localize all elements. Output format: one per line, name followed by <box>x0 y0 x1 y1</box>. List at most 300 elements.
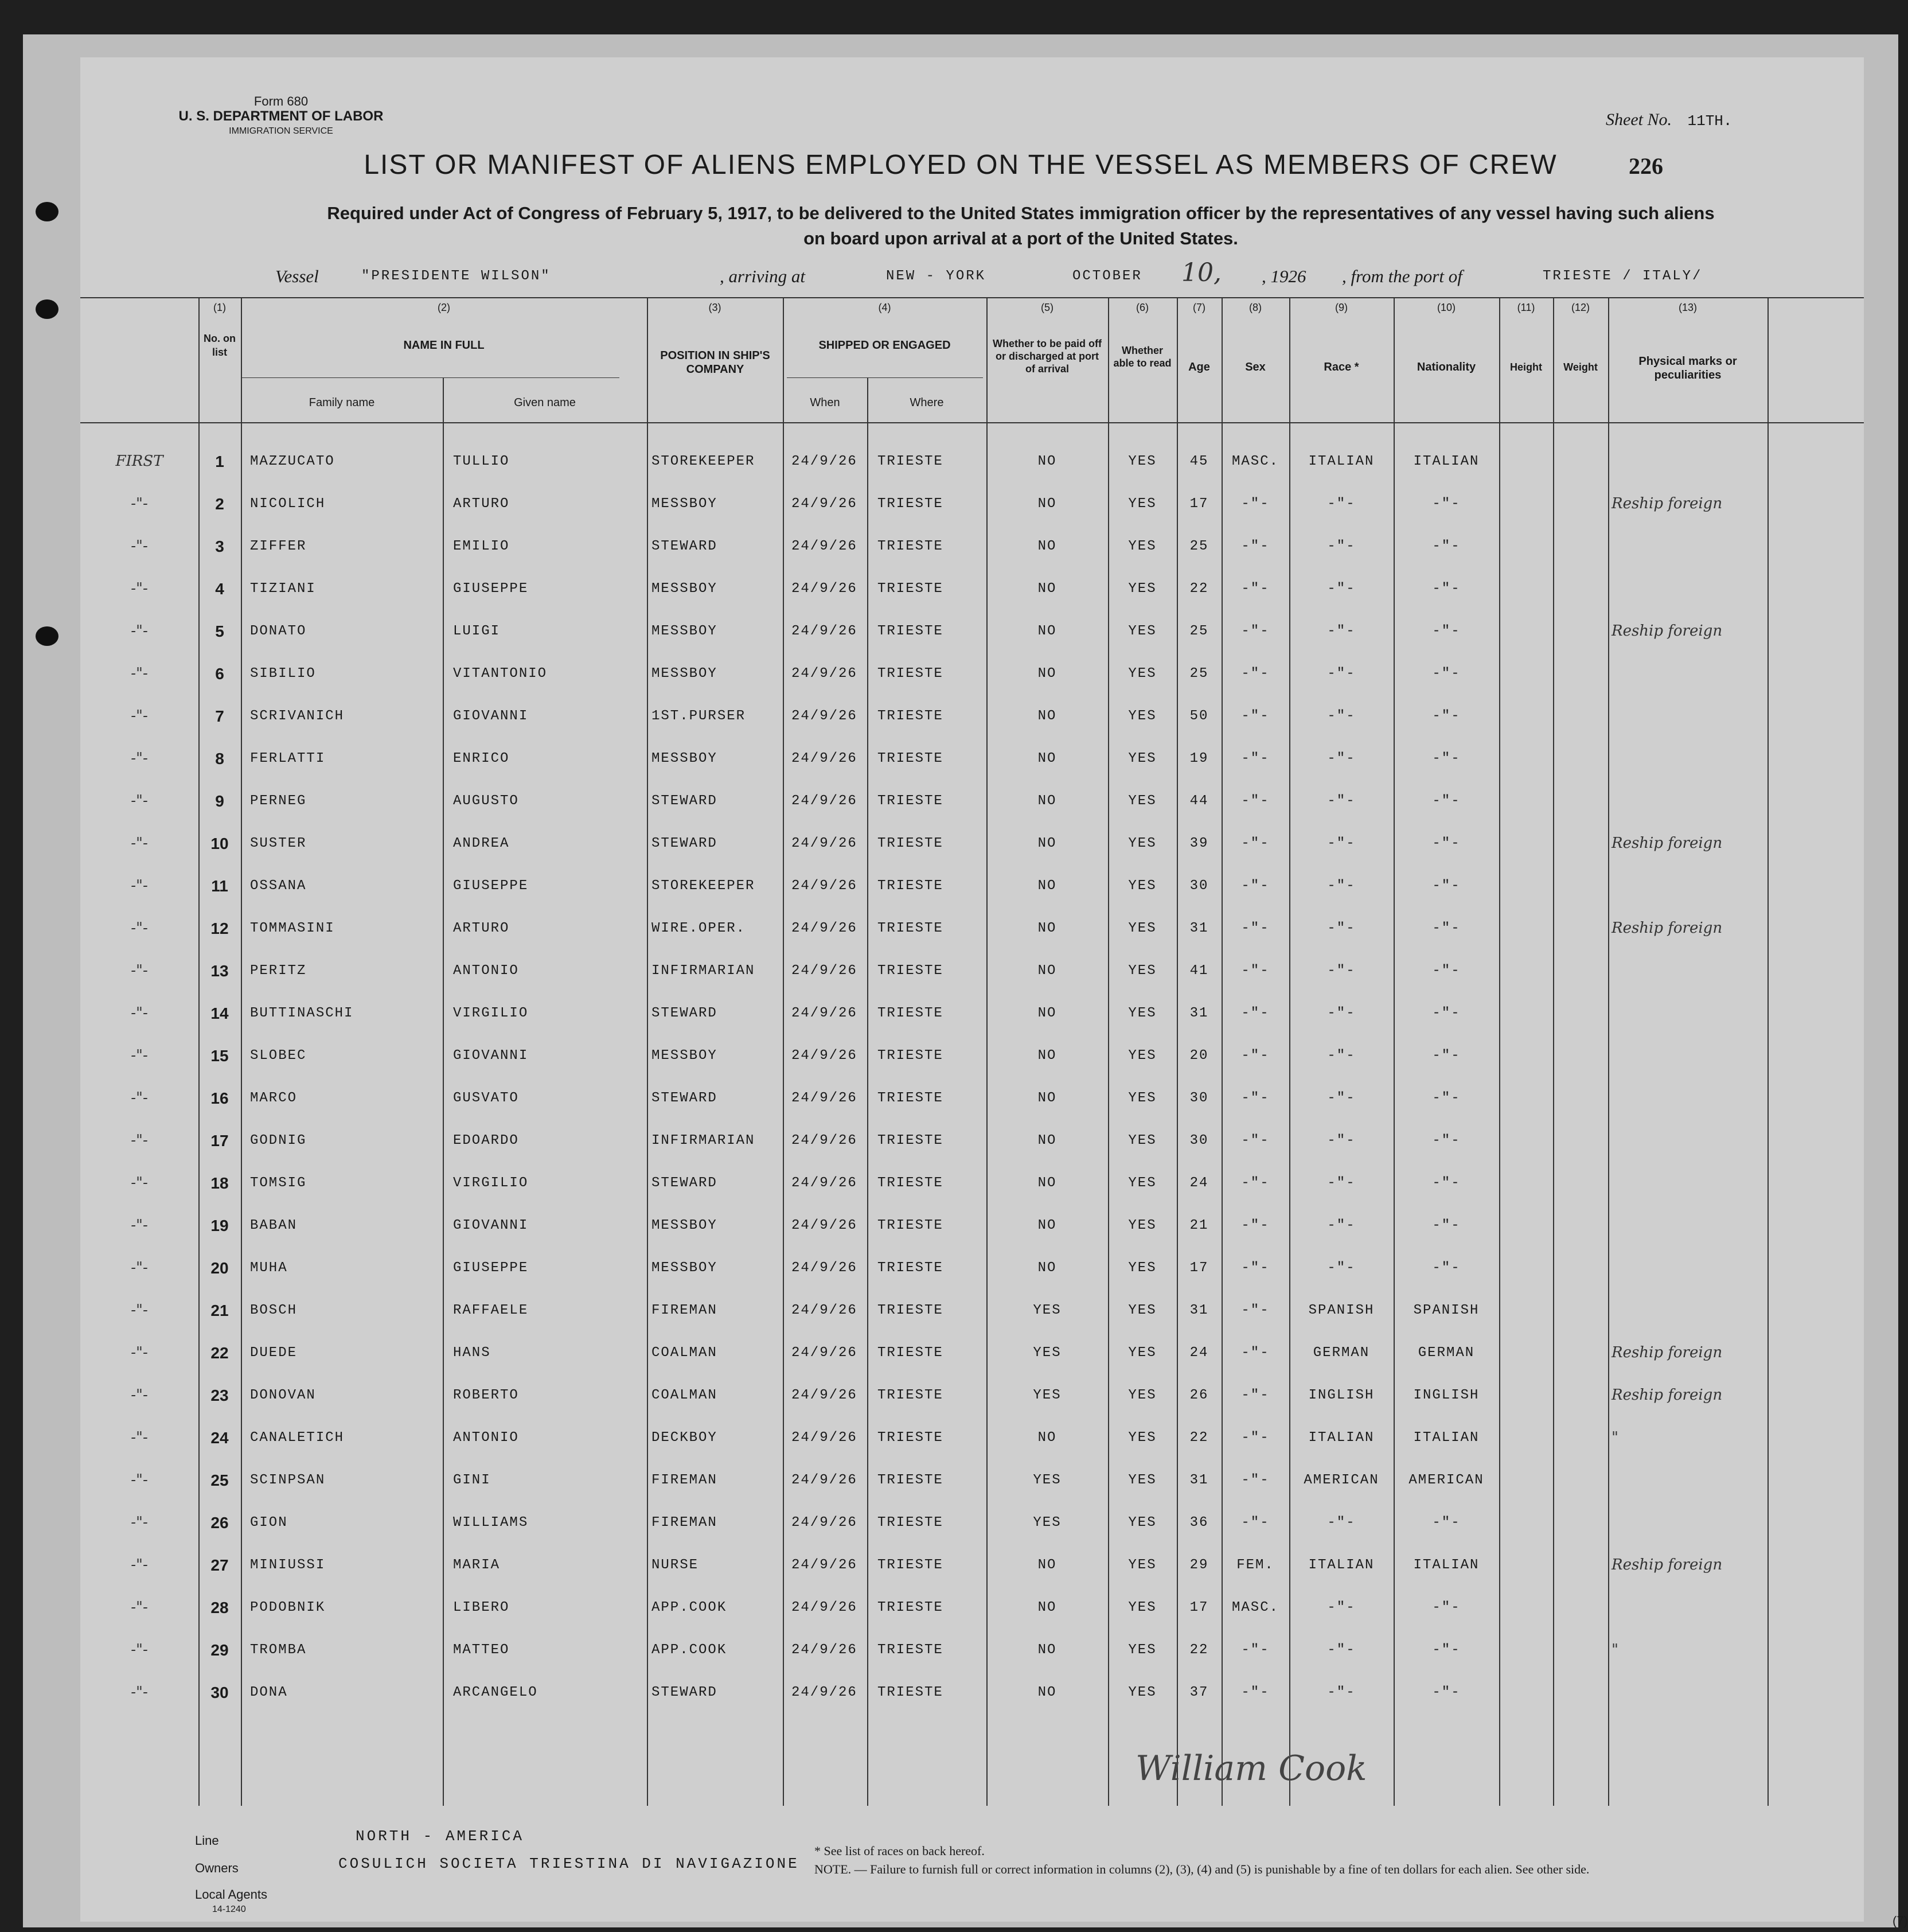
arrival-year: , 1926 <box>1262 266 1306 286</box>
able-read-cell: YES <box>1128 708 1157 724</box>
sheet-value: 11TH. <box>1687 112 1733 130</box>
where-cell: TRIESTE <box>877 454 943 469</box>
able-read-cell: YES <box>1128 1515 1157 1530</box>
age-cell: 31 <box>1189 1473 1209 1488</box>
position-cell: STEWARD <box>651 793 717 809</box>
arrival-port: NEW - YORK <box>886 268 986 284</box>
manifest-table <box>80 297 1864 1806</box>
age-cell: 25 <box>1189 539 1209 554</box>
mark-cell: -"- <box>131 622 148 640</box>
sex-cell: -"- <box>1241 1515 1270 1530</box>
physical-marks-cell: Reship foreign <box>1612 1556 1723 1573</box>
punch-hole <box>36 626 58 646</box>
paid-off-cell: NO <box>1037 836 1057 851</box>
table-top-rule <box>80 297 1864 298</box>
paid-off-cell: NO <box>1037 454 1057 469</box>
mark-cell: -"- <box>131 1514 148 1531</box>
when-cell: 24/9/26 <box>791 1430 857 1446</box>
col-num-9: (9) <box>1335 302 1348 313</box>
race-cell: -"- <box>1327 1642 1356 1658</box>
table-row <box>80 1077 1864 1119</box>
position-cell: COALMAN <box>651 1388 717 1403</box>
when-cell: 24/9/26 <box>791 1642 857 1658</box>
position-cell: MESSBOY <box>651 666 717 681</box>
position-cell: WIRE.OPER. <box>651 921 746 936</box>
paid-off-cell: NO <box>1037 878 1057 894</box>
row-number: 2 <box>215 495 224 513</box>
from-label: , from the port of <box>1342 266 1462 286</box>
when-cell: 24/9/26 <box>791 793 857 809</box>
paid-off-cell: NO <box>1037 1685 1057 1700</box>
nationality-cell: GERMAN <box>1418 1345 1475 1361</box>
paid-off-cell: NO <box>1037 1133 1057 1148</box>
given-name-cell: EDOARDO <box>453 1133 519 1148</box>
nationality-cell: -"- <box>1432 1133 1461 1148</box>
age-cell: 25 <box>1189 666 1209 681</box>
physical-marks-cell <box>1612 1247 1766 1289</box>
when-cell: 24/9/26 <box>791 708 857 724</box>
sex-cell: -"- <box>1241 963 1270 979</box>
paid-off-cell: NO <box>1037 793 1057 809</box>
given-name-cell: HANS <box>453 1345 491 1361</box>
mark-cell: -"- <box>131 1174 148 1191</box>
family-name-cell: FERLATTI <box>250 751 326 766</box>
when-cell: 24/9/26 <box>791 454 857 469</box>
sex-cell: -"- <box>1241 836 1270 851</box>
sex-cell: -"- <box>1241 1303 1270 1318</box>
row-number: 30 <box>210 1684 229 1701</box>
sex-cell: -"- <box>1241 1473 1270 1488</box>
paid-off-cell: NO <box>1037 1557 1057 1573</box>
mark-cell: -"- <box>131 835 148 852</box>
stamp-number: 226 <box>1629 153 1663 179</box>
paid-off-cell: NO <box>1037 1430 1057 1446</box>
race-cell: -"- <box>1327 1133 1356 1148</box>
able-read-cell: YES <box>1128 1473 1157 1488</box>
when-cell: 24/9/26 <box>791 496 857 512</box>
form-block <box>178 94 384 139</box>
table-row <box>80 1544 1864 1586</box>
position-cell: MESSBOY <box>651 496 717 512</box>
when-cell: 24/9/26 <box>791 921 857 936</box>
paid-off-cell: YES <box>1033 1473 1062 1488</box>
position-cell: APP.COOK <box>651 1642 727 1658</box>
mark-cell: -"- <box>131 580 148 597</box>
nationality-cell: -"- <box>1432 666 1461 681</box>
sex-cell: -"- <box>1241 1345 1270 1361</box>
position-cell: FIREMAN <box>651 1515 717 1530</box>
position-cell: NURSE <box>651 1557 699 1573</box>
when-cell: 24/9/26 <box>791 1133 857 1148</box>
where-cell: TRIESTE <box>877 624 943 639</box>
table-row <box>80 1120 1864 1162</box>
family-name-cell: DONA <box>250 1685 288 1700</box>
col-num-10: (10) <box>1437 302 1456 313</box>
sex-cell: -"- <box>1241 708 1270 724</box>
given-name-cell: ARCANGELO <box>453 1685 538 1700</box>
sex-cell: -"- <box>1241 1006 1270 1021</box>
race-cell: ITALIAN <box>1308 1557 1375 1573</box>
position-cell: STEWARD <box>651 1175 717 1191</box>
able-read-cell: YES <box>1128 1600 1157 1615</box>
age-cell: 24 <box>1189 1175 1209 1191</box>
able-read-cell: YES <box>1128 1345 1157 1361</box>
nationality-cell: -"- <box>1432 1090 1461 1106</box>
mark-cell: -"- <box>131 537 148 555</box>
signature: William Cook <box>1136 1748 1367 1789</box>
table-row <box>80 568 1864 610</box>
able-read-cell: YES <box>1128 1133 1157 1148</box>
physical-marks-cell <box>1612 865 1766 907</box>
mark-cell: -"- <box>131 1047 148 1064</box>
nationality-cell: -"- <box>1432 1515 1461 1530</box>
paid-off-cell: NO <box>1037 581 1057 597</box>
given-name-cell: EMILIO <box>453 539 510 554</box>
family-name-cell: MUHA <box>250 1260 288 1276</box>
punch-hole <box>36 299 58 319</box>
table-row <box>80 1205 1864 1247</box>
col-num-6: (6) <box>1136 302 1149 313</box>
position-cell: STEWARD <box>651 539 717 554</box>
row-number: 17 <box>210 1132 229 1150</box>
paid-off-cell: NO <box>1037 1048 1057 1064</box>
where-cell: TRIESTE <box>877 1133 943 1148</box>
sex-cell: -"- <box>1241 751 1270 766</box>
position-cell: DECKBOY <box>651 1430 717 1446</box>
position-cell: STEWARD <box>651 1685 717 1700</box>
where-cell: TRIESTE <box>877 1685 943 1700</box>
age-cell: 17 <box>1189 496 1209 512</box>
given-name-cell: GIOVANNI <box>453 1218 529 1233</box>
given-name-header: Given name <box>514 396 576 409</box>
when-cell: 24/9/26 <box>791 581 857 597</box>
paid-off-cell: NO <box>1037 708 1057 724</box>
physical-marks-cell <box>1612 1205 1766 1247</box>
when-cell: 24/9/26 <box>791 1260 857 1276</box>
height-header: Height <box>1510 361 1542 373</box>
mark-cell: -"- <box>131 665 148 682</box>
given-name-cell: TULLIO <box>453 454 510 469</box>
nationality-cell: -"- <box>1432 751 1461 766</box>
when-cell: 24/9/26 <box>791 1557 857 1573</box>
nationality-cell: -"- <box>1432 1006 1461 1021</box>
sex-cell: -"- <box>1241 1218 1270 1233</box>
position-cell: INFIRMARIAN <box>651 963 755 979</box>
able-read-cell: YES <box>1128 624 1157 639</box>
row-number: 20 <box>210 1259 229 1277</box>
table-row <box>80 865 1864 907</box>
paid-off-cell: NO <box>1037 963 1057 979</box>
where-cell: TRIESTE <box>877 666 943 681</box>
physical-marks-cell <box>1612 1459 1766 1501</box>
row-number: 3 <box>215 537 224 555</box>
family-name-cell: GION <box>250 1515 288 1530</box>
nationality-cell: ITALIAN <box>1413 1430 1480 1446</box>
physical-marks-cell <box>1612 1502 1766 1544</box>
family-name-cell: BABAN <box>250 1218 298 1233</box>
when-cell: 24/9/26 <box>791 624 857 639</box>
able-read-cell: YES <box>1128 1388 1157 1403</box>
able-read-cell: YES <box>1128 1430 1157 1446</box>
given-name-cell: ANDREA <box>453 836 510 851</box>
mark-cell: -"- <box>131 1089 148 1107</box>
family-name-cell: TIZIANI <box>250 581 316 597</box>
age-cell: 30 <box>1189 878 1209 894</box>
table-row <box>80 907 1864 949</box>
nationality-cell: -"- <box>1432 963 1461 979</box>
position-cell: APP.COOK <box>651 1600 727 1615</box>
no-on-list-header: No. on list <box>204 333 236 358</box>
row-number: 11 <box>211 877 228 895</box>
age-cell: 31 <box>1189 921 1209 936</box>
table-row <box>80 441 1864 482</box>
race-cell: -"- <box>1327 624 1356 639</box>
race-cell: -"- <box>1327 1260 1356 1276</box>
arriving-label: , arriving at <box>720 266 805 286</box>
table-row <box>80 1502 1864 1544</box>
name-in-full-header: NAME IN FULL <box>403 339 485 352</box>
col-num-8: (8) <box>1249 302 1262 313</box>
age-cell: 31 <box>1189 1303 1209 1318</box>
row-number: 26 <box>210 1514 229 1532</box>
able-read-cell: YES <box>1128 496 1157 512</box>
when-header: When <box>810 396 840 409</box>
physical-marks-cell <box>1612 1162 1766 1204</box>
family-name-cell: BUTTINASCHI <box>250 1006 354 1021</box>
physical-marks-cell <box>1612 780 1766 822</box>
page-mark: (7) <box>1893 1914 1908 1928</box>
when-cell: 24/9/26 <box>791 1345 857 1361</box>
when-cell: 24/9/26 <box>791 1515 857 1530</box>
age-cell: 31 <box>1189 1006 1209 1021</box>
paid-off-cell: NO <box>1037 1218 1057 1233</box>
race-cell: -"- <box>1327 1218 1356 1233</box>
subtitle-line-2: on board upon arrival at a port of the United States. <box>803 228 1238 248</box>
given-name-cell: ARTURO <box>453 921 510 936</box>
able-read-cell: YES <box>1128 1642 1157 1658</box>
table-row <box>80 738 1864 780</box>
paid-off-cell: YES <box>1033 1515 1062 1530</box>
nationality-cell: ITALIAN <box>1413 454 1480 469</box>
sex-cell: -"- <box>1241 1430 1270 1446</box>
sex-cell: -"- <box>1241 1642 1270 1658</box>
where-cell: TRIESTE <box>877 1048 943 1064</box>
when-cell: 24/9/26 <box>791 666 857 681</box>
physical-marks-cell: Reship foreign <box>1612 495 1723 512</box>
physical-marks-cell <box>1612 1672 1766 1713</box>
paid-off-cell: YES <box>1033 1388 1062 1403</box>
mark-cell: -"- <box>131 1556 148 1573</box>
table-row <box>80 1417 1864 1459</box>
family-name-header: Family name <box>309 396 375 409</box>
row-number: 29 <box>210 1641 229 1659</box>
sex-cell: -"- <box>1241 581 1270 597</box>
able-read-cell: YES <box>1128 1557 1157 1573</box>
print-code: 14-1240 <box>212 1904 246 1914</box>
sex-cell: MASC. <box>1231 454 1279 469</box>
col-num-2: (2) <box>438 302 450 313</box>
sex-cell: -"- <box>1241 921 1270 936</box>
family-name-cell: DONATO <box>250 624 307 639</box>
race-cell: -"- <box>1327 1175 1356 1191</box>
mark-cell: -"- <box>131 1344 148 1361</box>
race-cell: -"- <box>1327 921 1356 936</box>
subtitle <box>184 201 1858 251</box>
able-to-read-header: Whether able to read <box>1113 345 1172 369</box>
nationality-cell: -"- <box>1432 1175 1461 1191</box>
line-value: NORTH - AMERICA <box>356 1828 525 1845</box>
physical-marks-cell: Reship foreign <box>1612 1386 1723 1404</box>
where-cell: TRIESTE <box>877 1090 943 1106</box>
nationality-cell: -"- <box>1432 921 1461 936</box>
where-cell: TRIESTE <box>877 1515 943 1530</box>
age-cell: 19 <box>1189 751 1209 766</box>
age-cell: 17 <box>1189 1260 1209 1276</box>
paid-off-cell: NO <box>1037 1600 1057 1615</box>
mark-cell: -"- <box>131 877 148 894</box>
race-cell: ITALIAN <box>1308 454 1375 469</box>
family-name-cell: DONOVAN <box>250 1388 316 1403</box>
sex-cell: -"- <box>1241 1133 1270 1148</box>
able-read-cell: YES <box>1128 963 1157 979</box>
able-read-cell: YES <box>1128 454 1157 469</box>
owners-value: COSULICH SOCIETA TRIESTINA DI NAVIGAZIONE <box>338 1855 799 1872</box>
nationality-cell: -"- <box>1432 1048 1461 1064</box>
mark-cell: -"- <box>131 920 148 937</box>
sex-cell: -"- <box>1241 624 1270 639</box>
physical-marks-cell <box>1612 441 1766 482</box>
family-name-cell: ZIFFER <box>250 539 307 554</box>
races-footnote: * See list of races on back hereof. <box>814 1844 985 1858</box>
sex-cell: -"- <box>1241 666 1270 681</box>
nationality-cell: -"- <box>1432 1642 1461 1658</box>
row-number: 6 <box>215 665 224 683</box>
mark-cell: -"- <box>131 1429 148 1446</box>
service-name: IMMIGRATION SERVICE <box>229 126 333 136</box>
punch-hole <box>36 202 58 221</box>
position-cell: MESSBOY <box>651 1218 717 1233</box>
col-num-1: (1) <box>213 302 226 313</box>
able-read-cell: YES <box>1128 836 1157 851</box>
when-cell: 24/9/26 <box>791 1388 857 1403</box>
nationality-cell: -"- <box>1432 496 1461 512</box>
table-row <box>80 1035 1864 1077</box>
physical-marks-cell <box>1612 1587 1766 1629</box>
table-row <box>80 1629 1864 1671</box>
family-name-cell: SIBILIO <box>250 666 316 681</box>
race-cell: -"- <box>1327 1600 1356 1615</box>
row-number: 21 <box>210 1302 229 1319</box>
col-num-11: (11) <box>1517 302 1535 313</box>
age-cell: 30 <box>1189 1133 1209 1148</box>
physical-marks-cell <box>1612 568 1766 610</box>
race-cell: -"- <box>1327 539 1356 554</box>
where-cell: TRIESTE <box>877 1218 943 1233</box>
where-cell: TRIESTE <box>877 1006 943 1021</box>
subtitle-line-1: Required under Act of Congress of February 5, 1917, to be delivered to the United States immigration officer by the representatives of any vessel having such aliens <box>327 203 1715 223</box>
where-cell: TRIESTE <box>877 581 943 597</box>
given-name-cell: GINI <box>453 1473 491 1488</box>
mark-cell: -"- <box>131 1259 148 1276</box>
where-cell: TRIESTE <box>877 1430 943 1446</box>
row-number: 1 <box>215 453 224 470</box>
able-read-cell: YES <box>1128 581 1157 597</box>
row-number: 14 <box>210 1004 229 1022</box>
nationality-cell: -"- <box>1432 793 1461 809</box>
from-port: TRIESTE / ITALY/ <box>1543 268 1703 284</box>
race-cell: -"- <box>1327 1515 1356 1530</box>
family-name-cell: SUSTER <box>250 836 307 851</box>
mark-cell: -"- <box>131 1217 148 1234</box>
where-cell: TRIESTE <box>877 751 943 766</box>
where-cell: TRIESTE <box>877 836 943 851</box>
position-cell: MESSBOY <box>651 581 717 597</box>
given-name-cell: GIUSEPPE <box>453 1260 529 1276</box>
table-row <box>80 823 1864 864</box>
able-read-cell: YES <box>1128 539 1157 554</box>
shipped-subhead-rule <box>787 377 983 378</box>
race-cell: GERMAN <box>1313 1345 1370 1361</box>
nationality-cell: INGLISH <box>1413 1388 1480 1403</box>
position-cell: COALMAN <box>651 1345 717 1361</box>
table-row <box>80 1672 1864 1713</box>
family-name-cell: TOMMASINI <box>250 921 335 936</box>
when-cell: 24/9/26 <box>791 963 857 979</box>
family-name-cell: PERITZ <box>250 963 307 979</box>
position-cell: INFIRMARIAN <box>651 1133 755 1148</box>
family-name-cell: NICOLICH <box>250 496 326 512</box>
where-cell: TRIESTE <box>877 921 943 936</box>
mark-cell: -"- <box>131 1684 148 1701</box>
sex-cell: -"- <box>1241 1090 1270 1106</box>
race-cell: INGLISH <box>1308 1388 1375 1403</box>
race-cell: -"- <box>1327 708 1356 724</box>
vessel-line <box>195 258 1847 289</box>
position-cell: STOREKEEPER <box>651 454 755 469</box>
mark-cell: -"- <box>131 1641 148 1658</box>
owners-label: Owners <box>195 1861 239 1875</box>
arrival-day: 10, <box>1181 258 1222 287</box>
nationality-header: Nationality <box>1417 361 1476 373</box>
given-name-cell: GIUSEPPE <box>453 581 529 597</box>
family-name-cell: TROMBA <box>250 1642 307 1658</box>
family-name-cell: OSSANA <box>250 878 307 894</box>
nationality-cell: SPANISH <box>1413 1303 1480 1318</box>
col-num-3: (3) <box>708 302 721 313</box>
race-cell: -"- <box>1327 963 1356 979</box>
table-row <box>80 695 1864 737</box>
sheet-number <box>1606 110 1733 130</box>
race-cell: -"- <box>1327 836 1356 851</box>
nationality-cell: ITALIAN <box>1413 1557 1480 1573</box>
given-name-cell: ROBERTO <box>453 1388 519 1403</box>
mark-cell: FIRST <box>115 453 163 470</box>
sex-cell: -"- <box>1241 878 1270 894</box>
family-name-cell: SCINPSAN <box>250 1473 326 1488</box>
position-cell: STEWARD <box>651 1006 717 1021</box>
age-cell: 24 <box>1189 1345 1209 1361</box>
where-cell: TRIESTE <box>877 539 943 554</box>
row-number: 4 <box>215 580 224 598</box>
physical-marks-cell <box>1612 1290 1766 1331</box>
nationality-cell: -"- <box>1432 878 1461 894</box>
physical-marks-cell <box>1612 992 1766 1034</box>
mark-cell: -"- <box>131 1004 148 1022</box>
able-read-cell: YES <box>1128 751 1157 766</box>
paid-off-cell: YES <box>1033 1345 1062 1361</box>
paid-off-cell: NO <box>1037 751 1057 766</box>
sex-cell: -"- <box>1241 1175 1270 1191</box>
